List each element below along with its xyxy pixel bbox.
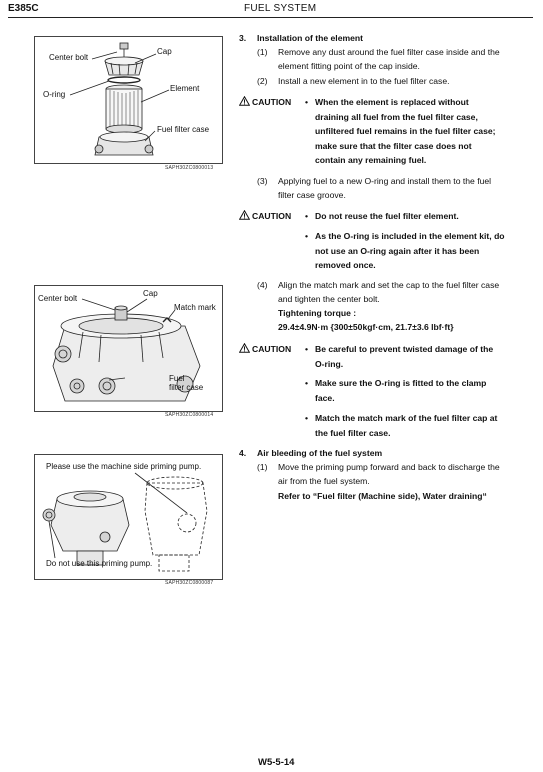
bullet-line: draining all fuel from the fuel filter case,	[315, 111, 478, 122]
torque-label: Tightening torque :	[278, 308, 357, 318]
warning-triangle-icon	[239, 343, 250, 353]
step4-title: Air bleeding of the fuel system	[257, 448, 383, 458]
figure-code-2: SAPH30ZC0800014	[165, 412, 214, 418]
caution-label: CAUTION	[252, 97, 292, 107]
step3-2-number: (2)	[257, 76, 268, 86]
bullet-line: Make sure the O-ring is fitted to the clamp	[315, 378, 487, 388]
bullet-line: face.	[315, 392, 335, 403]
bullet-dot: •	[305, 97, 309, 107]
section-title: FUEL SYSTEM	[244, 3, 317, 14]
refer-link[interactable]: Refer to “Fuel filter (Machine side), Water draining“	[278, 491, 487, 501]
torque-value: 29.4±4.9N·m {300±50kgf·cm, 21.7±3.6 lbf·ft}	[278, 322, 454, 332]
bullet-line: O-ring.	[315, 358, 344, 369]
step3-4-line2: and tighten the center bolt.	[278, 294, 380, 304]
label-use-machine-side-pump: Please use the machine side priming pump.	[46, 462, 202, 471]
bullet-dot: •	[305, 231, 309, 241]
figure-priming-pump	[34, 454, 223, 580]
page-number: W5-5-14	[258, 757, 295, 768]
bullet-line: When the element is replaced without	[315, 97, 469, 107]
label-fuel-filter-case-2	[169, 374, 203, 392]
label-cap-2: Cap	[143, 289, 158, 298]
caution-label: CAUTION	[252, 211, 292, 221]
label-match-mark: Match mark	[174, 303, 216, 312]
figure-filter-assembled	[34, 285, 223, 412]
step3-3-line2: filter case groove.	[278, 190, 346, 200]
step3-2-line1: Install a new element in to the fuel filter case.	[278, 76, 450, 86]
step4-1-line2: air from the fuel system.	[278, 476, 370, 486]
step3-3-line1: Applying fuel to a new O-ring and install them to the fuel	[278, 176, 492, 186]
step3-4-number: (4)	[257, 280, 268, 290]
caution-2	[239, 210, 291, 221]
header-rule	[8, 17, 533, 18]
bullet-dot: •	[305, 344, 309, 354]
step3-4-line1: Align the match mark and set the cap to the fuel filter case	[278, 280, 500, 290]
label-fuel-filter-case: Fuel filter case	[157, 125, 210, 134]
label-element: Element	[170, 84, 200, 93]
warning-triangle-icon	[239, 96, 250, 106]
label-do-not-use-pump: Do not use this priming pump.	[46, 559, 153, 568]
step3-1-line2: element fitting point of the cap inside.	[278, 61, 420, 71]
bullet-line: not use an O-ring again after it has been	[315, 245, 480, 256]
bullet-dot: •	[305, 211, 309, 221]
model-code: E385C	[8, 3, 39, 14]
label-filter-case: filter case	[169, 383, 204, 392]
step3-3-number: (3)	[257, 176, 268, 186]
step3-title: Installation of the element	[257, 33, 364, 43]
caution-label: CAUTION	[252, 344, 292, 354]
step4-1-line1: Move the priming pump forward and back to discharge the	[278, 462, 500, 472]
bullet-line: Be careful to prevent twisted damage of the	[315, 344, 494, 354]
step3-number: 3.	[239, 33, 247, 43]
figure-code-3: SAPH30ZC0800087	[165, 580, 214, 586]
bullet-line: contain any remaining fuel.	[315, 155, 427, 165]
caution-1	[239, 96, 291, 107]
step4-number: 4.	[239, 448, 247, 458]
label-cap: Cap	[157, 47, 172, 56]
bullet-line: make sure that the filter case does not	[315, 140, 472, 151]
bullet-line: As the O-ring is included in the element kit, do	[315, 231, 505, 241]
step3-1-line1: Remove any dust around the fuel filter case inside and the	[278, 47, 500, 57]
label-o-ring: O-ring	[43, 90, 66, 99]
bullet-line: the fuel filter case.	[315, 427, 391, 438]
bullet-dot: •	[305, 378, 309, 388]
figure-filter-exploded	[34, 36, 223, 164]
bullet-line: removed once.	[315, 260, 376, 270]
warning-triangle-icon	[239, 210, 250, 220]
label-center-bolt-2: Center bolt	[38, 294, 78, 303]
label-fuel: Fuel	[169, 374, 185, 383]
caution-3	[239, 343, 291, 354]
step3-1-number: (1)	[257, 47, 268, 57]
step4-1-number: (1)	[257, 462, 268, 472]
label-center-bolt: Center bolt	[49, 53, 89, 62]
bullet-line: Match the match mark of the fuel filter cap at	[315, 413, 498, 423]
bullet-line: Do not reuse the fuel filter element.	[315, 211, 459, 221]
bullet-line: unfiltered fuel remains in the fuel filter case;	[315, 126, 496, 136]
bullet-dot: •	[305, 413, 309, 423]
figure-code-1: SAPH30ZC0800013	[165, 165, 214, 171]
